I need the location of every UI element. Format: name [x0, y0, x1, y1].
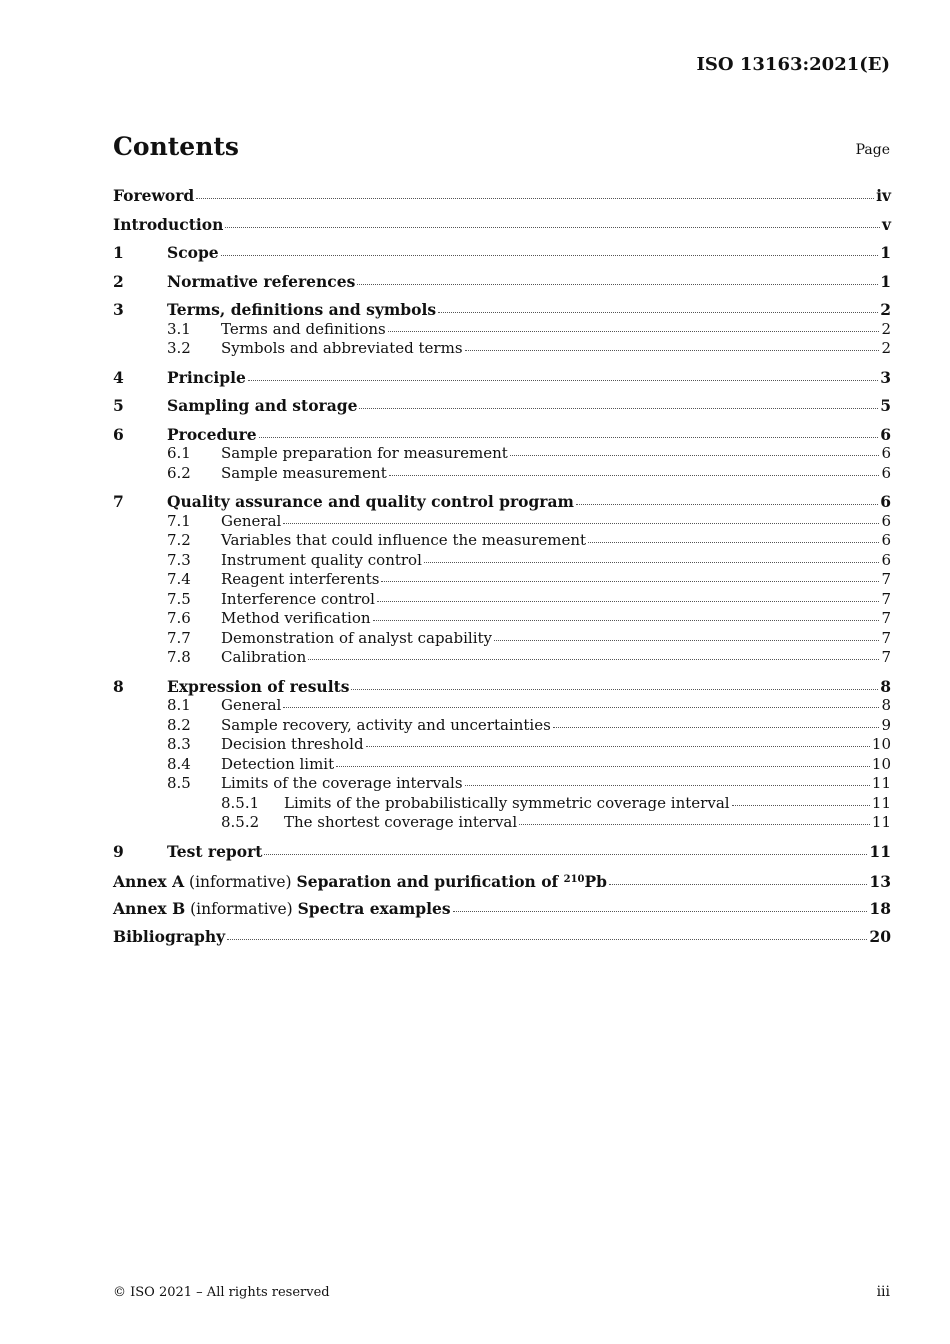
toc-entry[interactable] — [113, 551, 891, 571]
toc-entry-title — [167, 396, 357, 416]
toc-entry[interactable] — [113, 648, 891, 668]
toc-entry[interactable] — [113, 512, 891, 532]
dot-leader — [357, 283, 878, 285]
toc-entry-text: Terms, definitions and symbols — [167, 300, 437, 319]
toc-entry-number: 7.1 — [167, 511, 191, 530]
toc-entry-number: 8 — [113, 676, 124, 696]
toc-entry-text: Interference control — [221, 589, 375, 608]
toc-entry-title — [167, 300, 436, 320]
toc-entry-page: 11 — [871, 793, 891, 812]
toc-entry-page: v — [881, 214, 891, 234]
toc-entry-page: 3 — [880, 367, 891, 387]
toc-entry-title — [113, 870, 607, 893]
toc-entry-title — [221, 696, 281, 716]
contents-title: Contents — [113, 132, 240, 161]
toc-entry-number: 8.5.1 — [221, 793, 260, 812]
toc-entry-number: 7.2 — [167, 531, 191, 549]
toc-entry-text: Procedure — [167, 424, 257, 444]
toc-entry-page: 11 — [869, 841, 891, 861]
toc-entry-number: 8.2 — [167, 715, 191, 734]
toc-entry-number: 1 — [113, 243, 124, 262]
toc-entry-page: 7 — [881, 648, 891, 666]
toc-entry-page: 2 — [881, 319, 891, 338]
toc-entry-number: 6.2 — [167, 463, 191, 482]
toc-entry-text: Normative references — [167, 271, 356, 291]
dot-leader — [366, 745, 870, 747]
toc-entry-text: Limits of the probabilistically symmetric coverage interval — [284, 793, 730, 812]
dot-leader — [308, 658, 879, 660]
toc-entry-page: 7 — [881, 609, 891, 627]
dot-leader — [359, 407, 878, 409]
dot-leader — [196, 197, 874, 199]
toc-entry-text: Calibration — [221, 648, 307, 666]
toc-entry-page: 18 — [869, 898, 891, 918]
toc-entry-text: Variables that could influence the measurement — [221, 531, 587, 549]
toc-entry-text: Sampling and storage — [167, 396, 358, 415]
toc-entry-number: 7 — [113, 492, 124, 511]
dot-leader — [732, 804, 870, 806]
toc-entry-title — [167, 272, 355, 292]
toc-entry-text: General — [221, 696, 282, 714]
dot-leader — [389, 474, 880, 476]
toc-entry-text: Decision threshold — [221, 735, 364, 753]
toc-entry[interactable] — [113, 927, 891, 947]
toc-entry[interactable] — [113, 696, 891, 716]
dot-leader — [388, 330, 880, 332]
toc-entry-number: 8.5.2 — [221, 813, 260, 831]
toc-entry-page: 6 — [880, 424, 891, 444]
dot-leader — [494, 639, 879, 641]
toc-entry-text: Reagent interferents — [221, 570, 380, 588]
dot-leader — [248, 379, 878, 381]
toc-entry[interactable] — [113, 531, 891, 551]
document-id: ISO 13163:2021(E) — [696, 54, 890, 75]
toc-entry-text: Instrument quality control — [221, 550, 422, 569]
dot-leader — [221, 254, 879, 256]
toc-entry-prefix: Introduction — [113, 214, 224, 234]
toc-entry-number: 3.1 — [167, 319, 191, 338]
dot-leader — [377, 600, 879, 602]
toc-entry-title — [167, 677, 349, 697]
footer-copyright: © ISO 2021 – All rights reserved — [113, 1285, 330, 1300]
dot-leader — [576, 503, 878, 505]
toc-entry-page: 1 — [880, 243, 891, 262]
toc-entry-page: 11 — [871, 774, 891, 792]
toc-entry-page: 6 — [881, 463, 891, 482]
toc-entry-title — [221, 648, 306, 668]
toc-entry-prefix: Foreword — [113, 186, 195, 205]
toc-entry-text: Spectra examples — [297, 898, 451, 918]
toc-entry-number: 2 — [113, 271, 124, 291]
toc-entry-title — [221, 339, 463, 359]
toc-entry[interactable] — [113, 813, 891, 833]
toc-entry-text: Terms and definitions — [221, 319, 386, 338]
toc-entry-page: 6 — [880, 492, 891, 511]
toc-entry-title — [221, 531, 586, 551]
toc-entry[interactable] — [113, 464, 891, 484]
toc-entry-text: The shortest coverage interval — [284, 813, 518, 831]
table-of-contents — [113, 186, 891, 947]
page-column-label: Page — [855, 142, 890, 158]
toc-entry-prefix: Annex B — [113, 898, 186, 918]
toc-entry-number: 6.1 — [167, 444, 191, 462]
toc-entry-page: 6 — [881, 531, 891, 549]
dot-leader — [381, 580, 879, 582]
toc-entry-title — [221, 755, 334, 775]
dot-leader — [510, 454, 880, 456]
toc-entry[interactable] — [113, 570, 891, 590]
toc-entry-page: 6 — [881, 444, 891, 462]
toc-entry[interactable] — [113, 716, 891, 736]
toc-entry-title — [167, 243, 219, 263]
toc-entry[interactable] — [113, 492, 891, 512]
toc-entry-number: 7.7 — [167, 628, 191, 647]
toc-entry-page: 5 — [880, 396, 891, 415]
toc-entry-page: 1 — [880, 271, 891, 291]
toc-entry[interactable] — [113, 842, 891, 862]
toc-entry[interactable] — [113, 794, 891, 814]
footer-page-number: iii — [876, 1284, 890, 1300]
toc-entry-page: 2 — [880, 300, 891, 319]
toc-entry-title — [167, 842, 262, 862]
toc-entry-number: 5 — [113, 396, 124, 415]
toc-entry[interactable] — [113, 899, 891, 919]
toc-entry-number: 7.4 — [167, 570, 191, 588]
toc-entry-text: Detection limit — [221, 754, 335, 773]
toc-entry-page: 10 — [871, 735, 891, 753]
toc-entry-page: 9 — [881, 715, 891, 734]
toc-entry-page: 8 — [880, 676, 891, 696]
toc-entry-page: 10 — [871, 754, 891, 773]
toc-entry[interactable] — [113, 755, 891, 775]
toc-entry-title — [221, 590, 375, 610]
toc-entry-title — [113, 186, 194, 206]
toc-entry-text: Limits of the coverage intervals — [221, 774, 463, 792]
toc-entry-number: 3.2 — [167, 339, 191, 357]
toc-entry-number: 7.8 — [167, 648, 191, 666]
toc-entry-page: 20 — [869, 927, 891, 946]
toc-entry-title — [167, 492, 574, 512]
toc-entry[interactable] — [113, 609, 891, 629]
toc-entry[interactable] — [113, 629, 891, 649]
toc-entry[interactable] — [113, 444, 891, 464]
toc-entry-page: 6 — [881, 511, 891, 530]
toc-entry-title — [221, 320, 386, 340]
toc-entry-title — [167, 368, 246, 388]
toc-entry[interactable] — [113, 368, 891, 388]
toc-entry-text: Demonstration of analyst capability — [221, 628, 492, 647]
toc-entry-text: Sample recovery, activity and uncertainties — [221, 715, 551, 734]
toc-entry-qualifier: (informative) — [184, 873, 297, 891]
toc-entry-superscript: 210 — [563, 874, 585, 885]
toc-entry-page: 8 — [881, 696, 891, 714]
toc-entry[interactable] — [113, 425, 891, 445]
toc-entry-number: 6 — [113, 424, 124, 444]
toc-entry-title — [221, 551, 422, 571]
toc-entry[interactable] — [113, 774, 891, 794]
toc-entry-title — [221, 735, 364, 755]
toc-entry-text: General — [221, 511, 282, 530]
toc-entry-number: 8.5 — [167, 774, 191, 792]
toc-entry-text: Scope — [167, 243, 219, 262]
toc-entry[interactable] — [113, 300, 891, 320]
toc-entry-text: Sample preparation for measurement — [221, 444, 508, 462]
dot-leader — [336, 765, 870, 767]
toc-entry[interactable] — [113, 320, 891, 340]
toc-entry-title — [221, 716, 551, 736]
dot-leader — [225, 226, 880, 228]
toc-entry-title — [284, 794, 730, 814]
toc-entry[interactable] — [113, 590, 891, 610]
toc-entry-text: Expression of results — [167, 676, 350, 696]
toc-entry-page: 7 — [881, 589, 891, 608]
toc-entry-title — [113, 899, 451, 920]
dot-leader — [351, 688, 878, 690]
toc-entry-title — [167, 425, 257, 445]
toc-entry-page: 13 — [869, 872, 891, 891]
toc-entry-title — [113, 927, 225, 947]
dot-leader — [227, 938, 867, 940]
toc-entry-qualifier: (informative) — [185, 899, 298, 918]
toc-entry-number: 7.5 — [167, 589, 191, 608]
dot-leader — [259, 436, 879, 438]
dot-leader — [438, 311, 878, 313]
dot-leader — [453, 910, 868, 912]
toc-entry[interactable] — [113, 243, 891, 263]
toc-entry-suffix: Pb — [584, 872, 608, 891]
toc-entry-text: Method verification — [221, 609, 371, 627]
toc-entry-title — [221, 629, 492, 649]
toc-entry-title — [221, 444, 508, 464]
dot-leader — [465, 349, 880, 351]
toc-entry-title — [221, 464, 387, 484]
toc-entry-number: 4 — [113, 367, 124, 387]
toc-entry-page: 7 — [881, 570, 891, 588]
toc-entry-title — [221, 570, 379, 590]
toc-entry-page: 2 — [881, 339, 891, 357]
toc-entry-number: 9 — [113, 841, 124, 861]
toc-entry-number: 8.4 — [167, 754, 191, 773]
toc-entry-page: 7 — [881, 628, 891, 647]
toc-entry-prefix: Annex A — [113, 872, 185, 891]
toc-entry-prefix: Bibliography — [113, 927, 226, 946]
dot-leader — [553, 726, 880, 728]
toc-entry-number: 8.1 — [167, 696, 191, 714]
toc-entry[interactable] — [113, 396, 891, 416]
toc-entry[interactable] — [113, 215, 891, 235]
toc-entry[interactable] — [113, 186, 891, 206]
toc-entry-number: 3 — [113, 300, 124, 319]
toc-entry[interactable] — [113, 735, 891, 755]
dot-leader — [465, 784, 870, 786]
toc-entry-title — [113, 215, 223, 235]
dot-leader — [373, 619, 880, 621]
toc-entry-text: Sample measurement — [221, 463, 387, 482]
toc-entry[interactable] — [113, 870, 891, 890]
dot-leader — [283, 706, 879, 708]
toc-entry-page: iv — [876, 186, 891, 205]
toc-entry-title — [284, 813, 517, 833]
toc-entry[interactable] — [113, 339, 891, 359]
toc-entry[interactable] — [113, 677, 891, 697]
dot-leader — [588, 541, 879, 543]
toc-entry-text: Principle — [167, 367, 246, 387]
toc-entry[interactable] — [113, 272, 891, 292]
toc-entry-text: Symbols and abbreviated terms — [221, 339, 463, 357]
toc-entry-page: 11 — [871, 813, 891, 831]
toc-entry-title — [221, 609, 371, 629]
toc-entry-title — [221, 774, 463, 794]
dot-leader — [424, 561, 880, 563]
toc-entry-title — [221, 512, 281, 532]
dot-leader — [609, 883, 867, 885]
toc-entry-number: 8.3 — [167, 735, 191, 753]
toc-entry-page: 6 — [881, 550, 891, 569]
dot-leader — [264, 853, 867, 855]
toc-entry-number: 7.6 — [167, 609, 191, 627]
toc-entry-number: 7.3 — [167, 550, 191, 569]
toc-entry-text: Separation and purification of — [296, 872, 564, 891]
toc-entry-text: Quality assurance and quality control program — [167, 492, 574, 511]
dot-leader — [519, 823, 870, 825]
dot-leader — [283, 522, 879, 524]
toc-entry-text: Test report — [167, 841, 263, 861]
